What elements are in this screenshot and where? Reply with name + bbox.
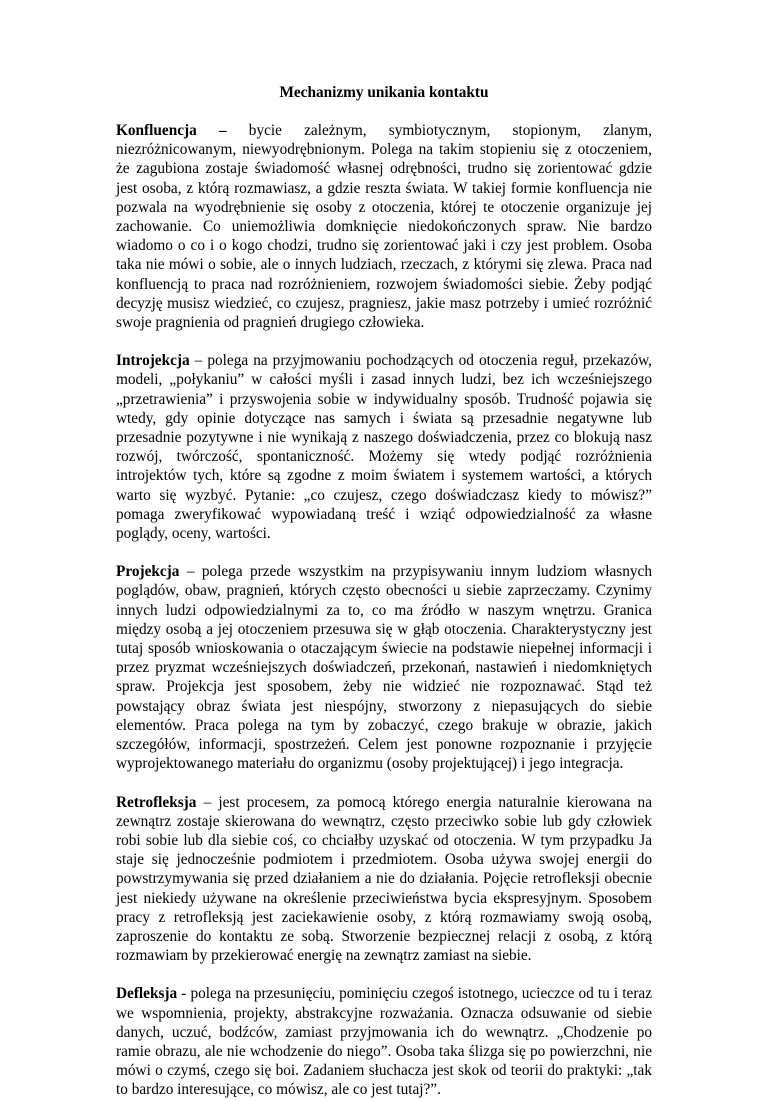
- section-defleksja: [116, 984, 652, 1099]
- section-projekcja: [116, 562, 652, 773]
- section-term: Defleksja: [116, 985, 178, 1003]
- section-text: – polega przede wszystkim na przypisywaniu innym ludziom własnych poglądów, obaw, pragnień, których często obecności u siebie zaprzeczamy. Czynimy innych ludzi odpowiedzialnymi za to, co ma źródło w naszym wnętrzu. Granica między osobą a jej otoczeniem przesuwa się w głąb otoczenia. Charakterystyczny jest tutaj sposób wnioskowania o otaczającym świecie na podstawie niepełnej informacji i przez pryzmat wcześniejszych doświadczeń, przekonań, nastawień i niedomkniętych spraw. Projekcja jest sposobem, żeby nie widzieć nie rozpoznawać. Stąd też powstający obraz świata jest niespójny, stworzony z niepasujących do siebie elementów. Praca polega na tym by zobaczyć, czego brakuje w obrazie, jakich szczegółów, informacji, spostrzeżeń. Celem jest ponowne rozpoznanie i przyjęcie wyprojektowanego materiału do organizmu (osoby projektującej) i jego integracja.: [116, 563, 652, 773]
- document-page: [116, 0, 652, 1100]
- section-term: Konfluencja –: [116, 122, 227, 139]
- document-title: Mechanizmy unikania kontaktu: [279, 84, 489, 101]
- section-text: – jest procesem, za pomocą którego energia naturalnie kierowana na zewnątrz zostaje skierowana do wewnątrz, często przeciwko sobie lub gdy człowiek robi sobie lub dla siebie coś, co chciałby uzyskać od otoczenia. W tym przypadku Ja staje się jednocześnie podmiotem i przedmiotem. Osoba używa swojej energii do powstrzymywania się przed działaniem a nie do działania. Pojęcie retrofleksji obecnie jest niekiedy używane na określenie przeciwieństwa bycia ekspresyjnym. Sposobem pracy z retrofleksją jest zaciekawienie osoby, z którą rozmawiamy swoją osobą, zaproszenie do kontaktu ze sobą. Stworzenie bezpiecznej relacji z osobą, z którą rozmawiam by przekierować energię na zewnątrz zamiast na siebie.: [116, 793, 652, 965]
- section-text: - polega na przesunięciu, pominięciu czegoś istotnego, ucieczce od tu i teraz we wspomnienia, projekty, abstrakcyjne rozważania. Oznacza odsuwanie od siebie danych, uczuć, bodźców, zamiast przyjmowania ich do wewnątrz. „Chodzenie po ramie obrazu, ale nie wchodzenie do niego”. Osoba taka ślizga się po powierzchni, nie mówi o czymś, czego się boi. Zadaniem słuchacza jest skok od teorii do praktyki: „tak to bardzo interesujące, co mówisz, ale co jest tutaj?”.: [116, 985, 652, 1099]
- section-retrofleksja: [116, 793, 652, 966]
- section-text: – polega na przyjmowaniu pochodzących od otoczenia reguł, przekazów, modeli, „połykaniu” w całości myśli i zasad innych ludzi, bez ich wcześniejszego „przetrawienia” i przyswojenia sobie w indywidualny sposób. Trudność pojawia się wtedy, gdy opinie dotyczące nas samych i świata są przesadnie negatywne lub przesadnie pozytywne i nie wynikają z naszego doświadczenia, przez co blokują nasz rozwój, twórczość, spontaniczność. Możemy się wtedy podjąć rozróżnienia introjektów tych, które są zgodne z moim światem i systemem wartości, a których warto się wyzbyć. Pytanie: „co czujesz, czego doświadczasz kiedy to mówisz?” pomaga zweryfikować wypowiadaną treść i wziąć odpowiedzialność za własne poglądy, oceny, wartości.: [116, 352, 652, 543]
- section-term: Introjekcja: [116, 352, 190, 370]
- section-konfluencja: [116, 121, 652, 332]
- section-term: Projekcja: [116, 563, 180, 581]
- section-text: bycie zależnym, symbiotycznym, stopionym, zlanym, niezróżnicowanym, niewyodrębnionym. Polega na takim stopieniu się z otoczeniem, że zagubiona zostaje świadomość własnej odrębności, trudno się zorientować gdzie jest osoba, z którą rozmawiasz, a gdzie reszta świata. W takiej formie konfluencja nie pozwala na wyodrębnienie się osoby z otoczenia, której te otoczenie organizuje jej zachowanie. Co uniemożliwia domknięcie niedokończonych spraw. Nie bardzo wiadomo o co i o kogo chodzi, trudno się zorientować jaki i czy jest problem. Osoba taka nie mówi o sobie, ale o innych ludziach, rzeczach, z którymi się zlewa. Praca nad konfluencją to praca nad rozróżnieniem, rozwojem świadomości siebie. Żeby podjąć decyzję musisz wiedzieć, co czujesz, pragniesz, jakie masz potrzeby i umieć rozróżnić swoje pragnienia od pragnień drugiego człowieka.: [116, 122, 652, 332]
- section-introjekcja: [116, 351, 652, 543]
- section-term: Retrofleksja: [116, 793, 197, 811]
